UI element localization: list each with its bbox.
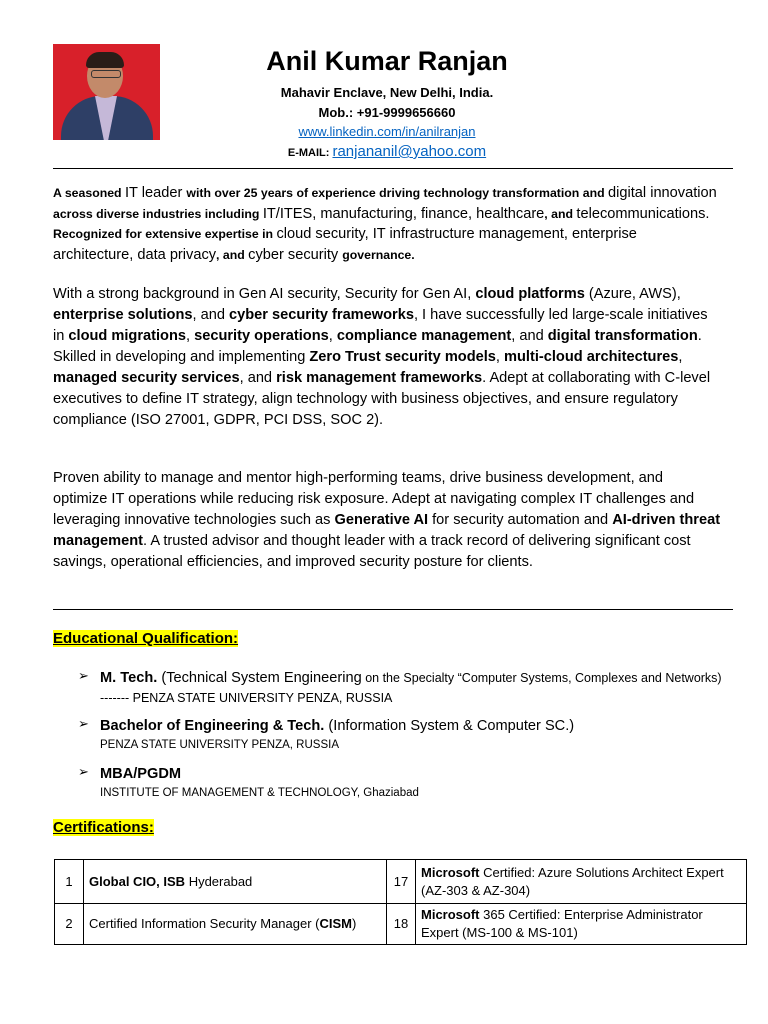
text-run: With a strong background in Gen AI security, Security for Gen AI, xyxy=(53,286,476,302)
text-run: , and xyxy=(192,307,229,323)
text-run: . A trusted advisor and thought leader with a track record of delivering significant cost savings, operational efficiencies, and improved security posture for clients. xyxy=(53,533,691,570)
bold-text-run: A seasoned xyxy=(53,186,125,200)
bold-text-run: security operations xyxy=(194,328,329,344)
cert-number: 2 xyxy=(55,904,84,945)
bold-text-run: enterprise solutions xyxy=(53,307,193,323)
mobile-number: Mob.: +91-9999656660 xyxy=(318,105,456,120)
degree: M. Tech. xyxy=(100,670,158,686)
text-run: , and xyxy=(239,370,277,386)
cert-number: 18 xyxy=(387,904,416,945)
bold-text-run: Microsoft xyxy=(421,907,480,922)
cert-name xyxy=(84,860,387,904)
bold-text-run: , and xyxy=(544,206,577,221)
text-run: (Azure, AWS), xyxy=(584,286,681,302)
email-link[interactable]: ranjananil@yahoo.com xyxy=(332,143,487,160)
bold-text-run: Global CIO, ISB xyxy=(89,873,186,889)
bold-text-run: with over 25 years of experience driving technology transformation and xyxy=(186,186,609,200)
institution: PENZA STATE UNIVERSITY PENZA, RUSSIA xyxy=(100,739,339,751)
text-run: ) xyxy=(351,916,357,931)
email-label: E-MAIL: xyxy=(287,147,333,159)
cert-name xyxy=(416,904,747,945)
bold-text-run: AI-driven threat management xyxy=(53,512,721,549)
bold-text-run: governance. xyxy=(342,247,415,262)
summary-paragraph-3 xyxy=(53,468,721,573)
table-row xyxy=(55,904,747,945)
education-item xyxy=(78,716,728,754)
bold-text-run: Zero Trust security models xyxy=(309,349,496,365)
education-item xyxy=(78,668,728,708)
bold-text-run: Recognized for extensive expertise in xyxy=(53,227,277,241)
cert-name xyxy=(84,904,387,945)
bold-text-run: , and xyxy=(216,247,249,262)
degree-detail: (Technical System Engineering xyxy=(157,670,362,686)
text-run: , I have successfully led large-scale initiatives in xyxy=(53,307,708,344)
bold-text-run: Microsoft xyxy=(421,864,480,880)
text-run: cloud security, IT infrastructure management, enterprise architecture, data privacy xyxy=(53,226,637,263)
text-run: Hyderabad xyxy=(185,873,253,889)
bold-text-run: multi-cloud architectures xyxy=(504,349,679,365)
cert-number: 1 xyxy=(55,860,84,904)
certifications-heading xyxy=(53,819,154,836)
text-run: for security automation and xyxy=(428,512,613,528)
education-heading xyxy=(53,630,238,647)
bold-text-run: compliance management xyxy=(336,328,512,344)
text-run: , xyxy=(678,349,683,365)
degree: MBA/PGDM xyxy=(100,766,182,782)
degree-detail-2: on the Specialty “Computer Systems, Complexes and Networks) ------- PENZA STATE UNIVERSITY PENZA, RUSSIA xyxy=(100,671,722,705)
certifications-table xyxy=(54,859,747,945)
bold-text-run: digital transformation xyxy=(547,328,698,344)
text-run: Proven ability to manage and mentor high-performing teams, drive business development, and optimize IT operations while reducing risk exposure. Adept at navigating complex IT challenges and leveraging innovative technologies such as xyxy=(53,470,695,528)
text-run: , xyxy=(328,328,337,344)
text-run: Certified Information Security Manager ( xyxy=(89,916,320,931)
text-run: telecommunications. xyxy=(576,205,710,222)
text-run: . Skilled in developing and implementing xyxy=(53,328,702,365)
degree-detail: (Information System & Computer SC.) xyxy=(324,718,575,734)
arrow-bullet-icon: ➢ xyxy=(78,668,89,683)
bold-text-run: cyber security frameworks xyxy=(229,307,414,323)
text-run: , and xyxy=(511,328,548,344)
linkedin-link[interactable]: www.linkedin.com/in/anilranjan xyxy=(298,124,476,139)
table-row xyxy=(55,860,747,904)
address: Mahavir Enclave, New Delhi, India. xyxy=(280,85,494,100)
text-run: IT leader xyxy=(125,185,187,201)
cert-name xyxy=(416,860,747,904)
text-run: . Adept at collaborating with C-level executives to define IT strategy, align technology with business objectives, and ensure regulatory compliance (ISO 27001, GDPR, PCI DSS, SOC 2). xyxy=(53,370,711,428)
text-run: Certified: Azure Solutions Architect Expert (AZ-303 & AZ-304) xyxy=(421,864,724,898)
bold-text-run: cloud migrations xyxy=(68,328,186,344)
text-run: , xyxy=(495,349,505,365)
certifications-title: Certifications xyxy=(53,819,149,836)
text-run: 365 Certified: Enterprise Administrator Expert (MS-100 & MS-101) xyxy=(421,907,703,940)
bold-text-run: CISM xyxy=(319,916,352,931)
header-divider xyxy=(53,168,733,169)
bold-text-run: across diverse industries including xyxy=(53,206,263,221)
arrow-bullet-icon: ➢ xyxy=(78,716,89,731)
bold-text-run: Generative AI xyxy=(334,512,429,528)
bold-text-run: cloud platforms xyxy=(475,286,585,302)
text-run: , xyxy=(186,328,195,344)
email-line xyxy=(200,143,574,160)
section-divider xyxy=(53,609,733,610)
colon: : xyxy=(148,819,154,836)
degree: Bachelor of Engineering & Tech. xyxy=(100,718,325,734)
profile-photo xyxy=(53,44,160,140)
candidate-name: Anil Kumar Ranjan xyxy=(266,46,508,76)
education-title: Educational Qualification xyxy=(53,630,234,647)
text-run: cyber security xyxy=(248,246,343,263)
education-item xyxy=(78,764,728,802)
institution: INSTITUTE OF MANAGEMENT & TECHNOLOGY, Ghaziabad xyxy=(100,787,419,799)
colon: : xyxy=(233,630,239,647)
cert-number: 17 xyxy=(387,860,416,904)
text-run: IT/ITES, manufacturing, finance, healthcare xyxy=(262,205,545,222)
bold-text-run: risk management frameworks xyxy=(276,370,483,386)
arrow-bullet-icon: ➢ xyxy=(78,764,89,779)
bold-text-run: managed security services xyxy=(53,370,240,386)
text-run: digital innovation xyxy=(608,185,717,201)
summary-paragraph-1 xyxy=(53,183,721,265)
summary-paragraph-2 xyxy=(53,284,721,431)
